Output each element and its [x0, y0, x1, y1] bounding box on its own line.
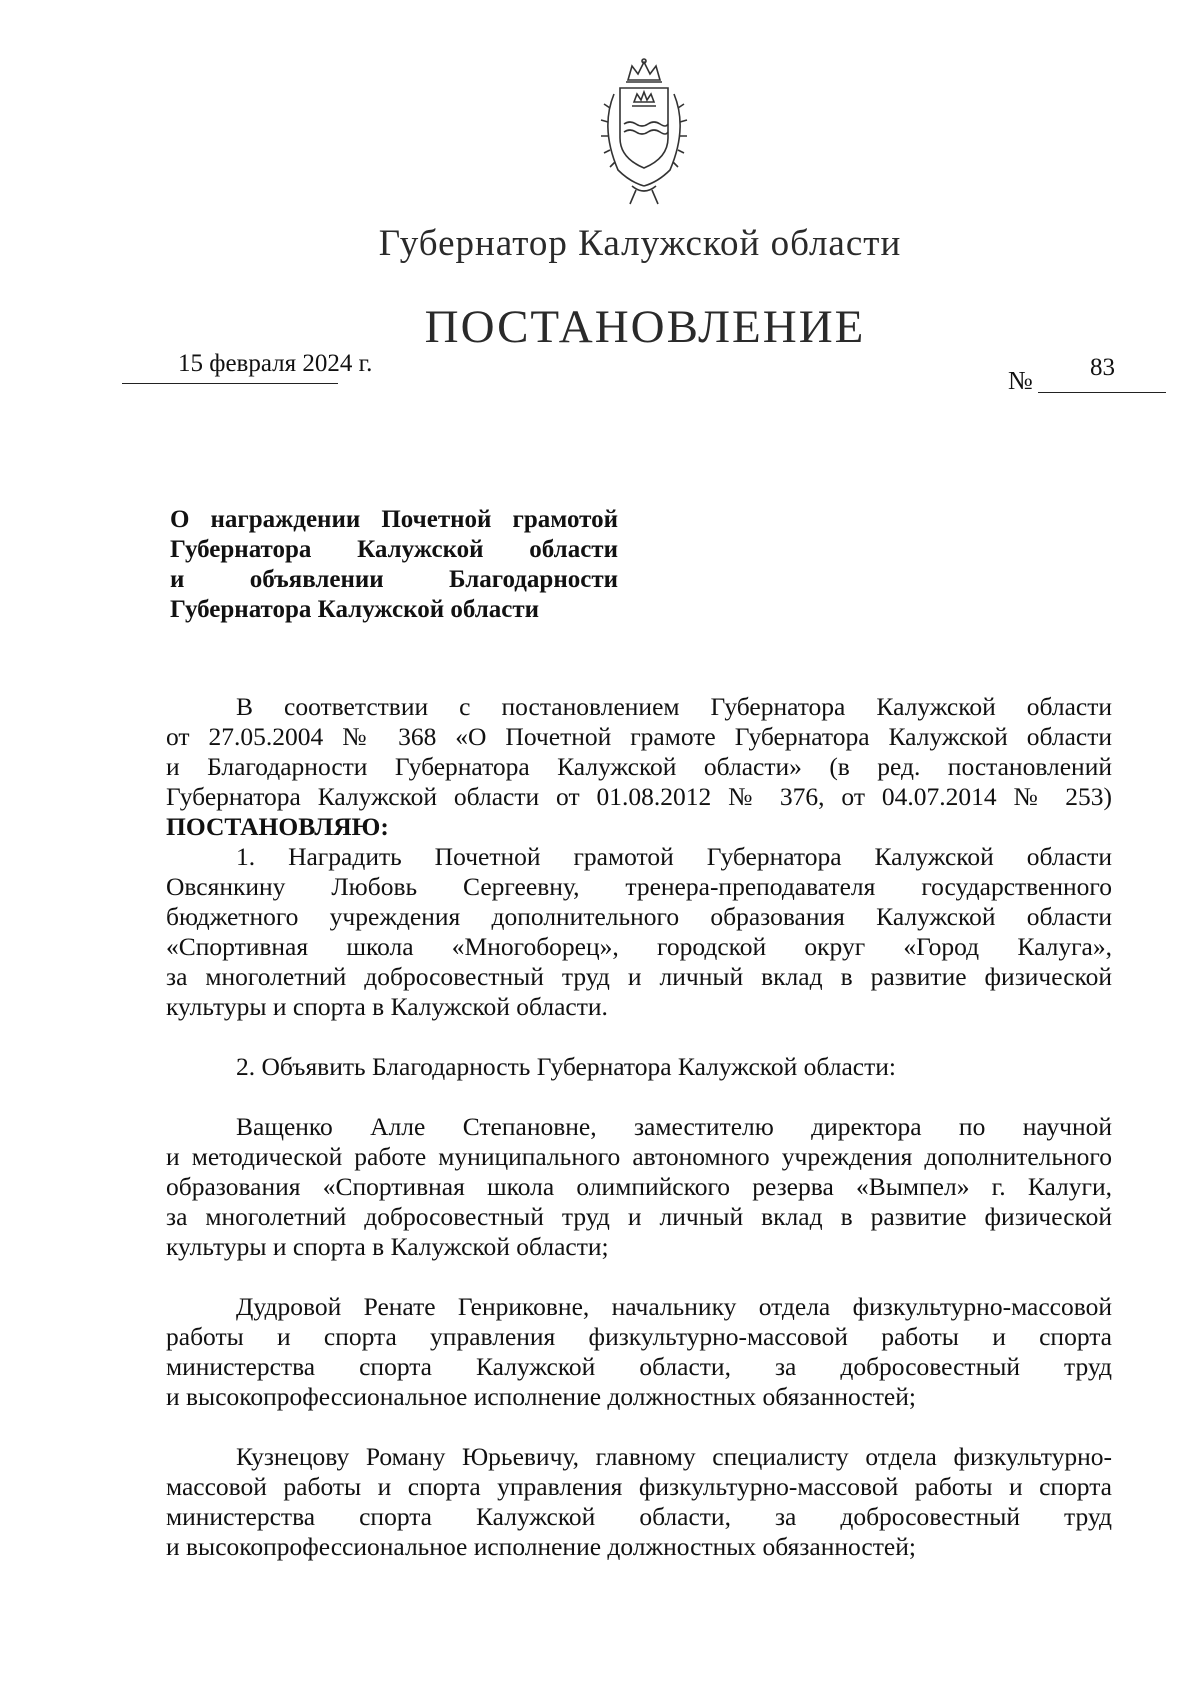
text-line: 1. Наградить Почетной грамотой Губернатора Калужской области	[236, 842, 1112, 871]
number-underline	[1038, 392, 1166, 393]
text-line: бюджетного учреждения дополнительного образования Калужской области	[166, 902, 1112, 931]
text-line: от 27.05.2004 № 368 «О Почетной грамоте Губернатора Калужской области	[166, 722, 1112, 751]
subject-line: Губернатора Калужской области	[170, 596, 540, 623]
document-body	[166, 692, 1112, 1562]
text-line: и Благодарности Губернатора Калужской области» (в ред. постановлений	[166, 752, 1112, 781]
text-line: культуры и спорта в Калужской области;	[166, 1232, 609, 1261]
text-line: и методической работе муниципального автономного учреждения дополнительного	[166, 1142, 1112, 1171]
subject-line: Губернатора Калужской области	[170, 536, 618, 563]
text-line: Губернатора Калужской области от 01.08.2012 № 376, от 04.07.2014 № 253)	[166, 782, 1112, 811]
text-line: образования «Спортивная школа олимпийского резерва «Вымпел» г. Калуги,	[166, 1172, 1112, 1201]
person-1-paragraph	[166, 1112, 1112, 1262]
text-line: Овсянкину Любовь Сергеевну, тренера-преподавателя государственного	[166, 872, 1112, 901]
person-3-paragraph	[166, 1442, 1112, 1562]
item-2-heading: 2. Объявить Благодарность Губернатора Калужской области:	[236, 1052, 896, 1081]
document-subject	[170, 505, 618, 625]
document-number-field	[1008, 354, 1168, 404]
text-line: и высокопрофессиональное исполнение должностных обязанностей;	[166, 1382, 916, 1411]
document-type: ПОСТАНОВЛЕНИЕ	[424, 301, 866, 353]
text-line: В соответствии с постановлением Губернатора Калужской области	[236, 692, 1112, 721]
text-line: за многолетний добросовестный труд и личный вклад в развитие физической	[166, 1202, 1112, 1231]
text-line: Ващенко Алле Степановне, заместителю директора по научной	[236, 1112, 1112, 1141]
text-line: министерства спорта Калужской области, за добросовестный труд	[166, 1502, 1112, 1531]
issuing-authority: Губернатор Калужской области	[378, 223, 902, 264]
text-line: культуры и спорта в Калужской области.	[166, 992, 608, 1021]
resolve-heading: ПОСТАНОВЛЯЮ:	[166, 812, 389, 841]
person-2-paragraph	[166, 1292, 1112, 1412]
text-line: Кузнецову Роману Юрьевичу, главному специалисту отдела физкультурно-	[236, 1442, 1112, 1471]
text-line: Дудровой Ренате Генриковне, начальнику отдела физкультурно-массовой	[236, 1292, 1112, 1321]
preamble-paragraph	[166, 692, 1112, 842]
text-line: «Спортивная школа «Многоборец», городской округ «Город Калуга»,	[166, 932, 1112, 961]
text-line: массовой работы и спорта управления физкультурно-массовой работы и спорта	[166, 1472, 1112, 1501]
item-1-paragraph	[166, 842, 1112, 1022]
number-label: №	[1008, 366, 1033, 395]
text-line: и высокопрофессиональное исполнение должностных обязанностей;	[166, 1532, 916, 1561]
subject-line: и объявлении Благодарности	[170, 566, 618, 593]
date-underline	[122, 383, 338, 384]
document-number: 83	[1090, 354, 1115, 381]
text-line: министерства спорта Калужской области, за добросовестный труд	[166, 1352, 1112, 1381]
subject-line: О награждении Почетной грамотой	[170, 506, 618, 533]
coat-of-arms-icon	[584, 58, 704, 208]
text-line: работы и спорта управления физкультурно-массовой работы и спорта	[166, 1322, 1112, 1351]
document-date: 15 февраля 2024 г.	[178, 350, 373, 377]
text-line: за многолетний добросовестный труд и личный вклад в развитие физической	[166, 962, 1112, 991]
